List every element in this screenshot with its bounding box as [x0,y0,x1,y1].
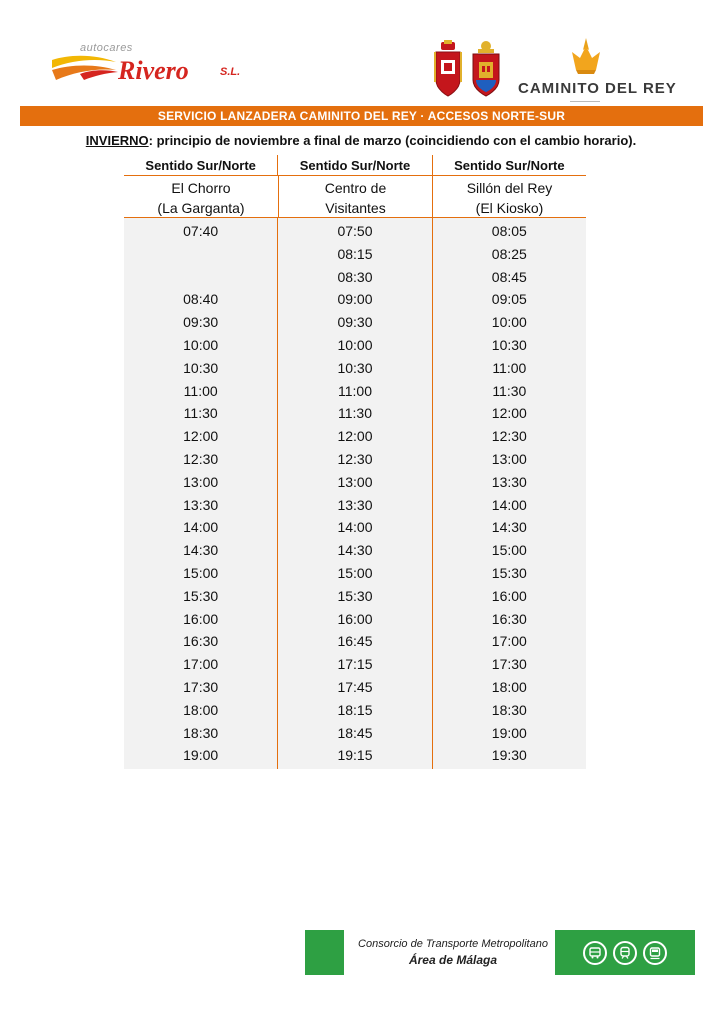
time-cell: 14:30 [337,542,373,559]
time-cell: 15:00 [491,542,527,559]
rivero-small-text: autocares [80,42,133,54]
time-cell: 09:00 [337,291,373,308]
stop-name: Sillón del Rey [466,180,553,196]
stop-sillon-del-rey [432,176,586,218]
time-cell: 07:40 [183,223,219,239]
time-cell: 18:30 [491,701,527,718]
season-label: INVIERNO [85,133,149,148]
time-cell: 16:00 [491,587,527,604]
ctm-line2: Área de Málaga [408,953,498,967]
time-cell: 10:30 [337,359,373,376]
caminito-del-rey-text: CAMINITO DEL REY [518,80,677,97]
ctm-logo-text [358,938,548,967]
time-cell: 17:45 [337,678,373,695]
stop-name: El Chorro [171,180,231,196]
time-cell: 18:30 [183,724,219,741]
times-body [124,218,586,769]
time-cell: 13:00 [491,450,527,467]
time-cell: 15:00 [337,564,373,581]
time-cell: 12:00 [491,405,527,422]
time-cell: 10:00 [337,336,373,353]
season-subtitle [0,133,722,148]
time-cell: 11:00 [337,382,372,399]
service-title-bar: SERVICIO LANZADERA CAMINITO DEL REY · ACCESOS NORTE-SUR [20,106,703,126]
time-cell: 12:00 [183,428,219,445]
municipal-crest-icon [432,40,464,98]
direction-header: Sentido Sur/Norte [124,155,277,176]
time-cell: 15:00 [183,564,219,581]
swoosh-icon [50,54,120,84]
time-cell: 17:00 [491,633,527,650]
time-cell: 12:00 [337,428,373,445]
time-cell: 13:00 [183,473,219,490]
time-cell: 13:30 [491,473,527,490]
direction-header-row [124,155,586,176]
time-cell: 08:45 [491,268,527,285]
stop-header-row [124,176,586,218]
time-cell: 18:45 [337,724,373,741]
time-cell: 14:30 [183,542,219,559]
ctm-line1: Consorcio de Transporte Metropolitano [358,938,548,950]
times-column-el-chorro [124,218,277,769]
time-cell: 18:00 [491,678,527,695]
transport-icons-box [555,930,695,975]
times-column-sillon-del-rey [432,218,586,769]
time-cell: 11:30 [492,382,527,399]
time-cell: 08:05 [491,223,527,239]
rivero-suffix-text: S.L. [220,66,241,78]
time-cell: 19:00 [183,747,219,764]
time-cell: 17:30 [183,678,219,695]
time-cell: 19:30 [491,747,527,764]
time-cell: 17:15 [337,656,373,673]
crown-icon [566,36,606,76]
logo-underline [570,101,600,102]
provincial-crest-icon [470,40,502,98]
time-cell: 08:30 [337,268,373,285]
rivero-logo [50,42,240,92]
time-cell: 10:00 [491,314,527,331]
time-cell: 07:50 [337,223,373,239]
time-cell: 14:30 [491,519,527,536]
time-cell [124,243,277,266]
time-cell: 14:00 [183,519,219,536]
metro-icon [643,941,667,965]
time-cell: 08:25 [491,245,527,262]
stop-subname: Visitantes [325,200,386,216]
season-description: : principio de noviembre a final de marzo (coincidiendo con el cambio horario). [148,133,637,148]
time-cell: 11:30 [337,405,372,422]
time-cell: 10:00 [183,336,219,353]
stop-subname: (La Garganta) [157,200,245,216]
stop-name: Centro de [324,180,387,196]
time-cell: 14:00 [491,496,527,513]
time-cell: 16:00 [337,610,373,627]
caminito-del-rey-logo [518,36,677,106]
time-cell: 13:00 [337,473,373,490]
time-cell: 19:15 [337,747,373,764]
stop-el-chorro [124,176,278,218]
time-cell: 11:00 [183,382,218,399]
time-cell: 11:30 [183,405,218,422]
time-cell: 11:00 [492,359,527,376]
time-cell: 09:05 [491,291,527,308]
stop-centro-visitantes [278,176,432,218]
time-cell: 13:30 [183,496,219,513]
direction-header: Sentido Sur/Norte [277,155,431,176]
time-cell: 10:30 [183,359,219,376]
time-cell: 09:30 [183,314,219,331]
ctm-green-square [305,930,344,975]
train-icon [613,941,637,965]
time-cell: 08:15 [337,245,373,262]
bus-icon [583,941,607,965]
time-cell: 15:30 [183,587,219,604]
time-cell: 18:15 [337,701,373,718]
time-cell: 16:30 [183,633,219,650]
time-cell [124,266,277,289]
time-cell: 10:30 [491,336,527,353]
direction-header: Sentido Sur/Norte [432,155,586,176]
time-cell: 19:00 [491,724,527,741]
time-cell: 12:30 [183,450,219,467]
time-cell: 13:30 [337,496,373,513]
time-cell: 12:30 [491,428,527,445]
time-cell: 15:30 [337,587,373,604]
time-cell: 09:30 [337,314,373,331]
time-cell: 08:40 [183,291,219,308]
time-cell: 17:30 [491,656,527,673]
shuttle-timetable [124,155,586,769]
time-cell: 15:30 [491,564,527,581]
times-column-centro-visitantes [277,218,431,769]
time-cell: 16:45 [337,633,373,650]
stop-subname: (El Kiosko) [475,200,544,216]
rivero-brand-text: Rivero [118,56,189,85]
time-cell: 18:00 [183,701,219,718]
time-cell: 16:00 [183,610,219,627]
time-cell: 17:00 [183,656,219,673]
time-cell: 16:30 [491,610,527,627]
time-cell: 12:30 [337,450,373,467]
time-cell: 14:00 [337,519,373,536]
